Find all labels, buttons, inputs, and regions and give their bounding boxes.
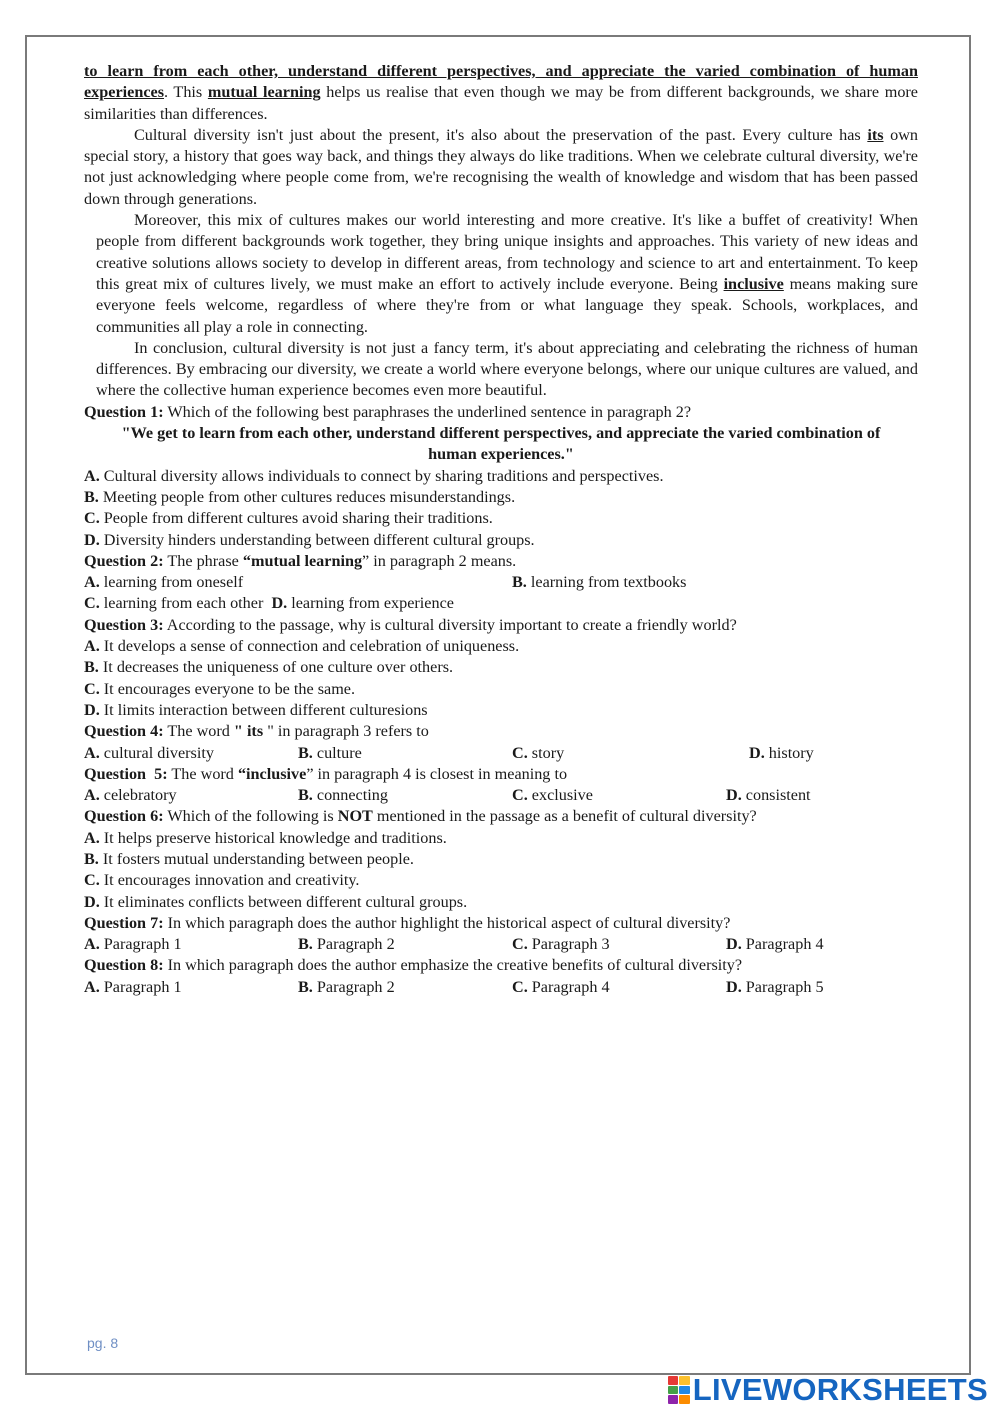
option-4b[interactable]: [298, 743, 512, 764]
option-8b[interactable]: [298, 977, 512, 998]
option-text: Paragraph 1: [99, 977, 182, 996]
text-span: means making sure everyone feels welcome, regardless of where they're from or what language they speak. Schools, workplaces, and communities all play a role in connecting.: [96, 274, 918, 336]
question-text: ” in paragraph 2 means.: [362, 551, 517, 570]
option-letter: C.: [84, 871, 100, 890]
option-text: Cultural diversity allows individuals to connect by sharing traditions and perspectives.: [99, 466, 664, 485]
option-letter: A.: [84, 935, 100, 954]
option-2c[interactable]: [84, 593, 271, 614]
options-row-4: [84, 743, 918, 764]
option-letter: B.: [298, 743, 313, 762]
option-text: Paragraph 2: [312, 935, 395, 954]
option-text: consistent: [741, 786, 811, 805]
paragraph-5: In conclusion, cultural diversity is not just a fancy term, it's about appreciating and celebrating the richness of human differences. By embracing our diversity, we create a world where everyone belongs, where our unique cultures are valued, and where the collective human experience becomes even more beautiful.: [96, 338, 918, 400]
option-text: culture: [312, 743, 362, 762]
question-text: In which paragraph does the author highlight the historical aspect of cultural diversity?: [163, 913, 731, 932]
question-label: Question 3:: [84, 615, 164, 634]
option-3a[interactable]: [84, 636, 918, 657]
option-5c[interactable]: [512, 785, 726, 806]
option-text: exclusive: [527, 786, 593, 805]
option-1a[interactable]: [84, 466, 918, 487]
option-text: It develops a sense of connection and celebration of uniqueness.: [99, 637, 520, 656]
option-letter: A.: [84, 828, 100, 847]
options-row-5: [84, 785, 918, 806]
option-letter: C.: [84, 509, 100, 528]
option-text: It encourages innovation and creativity.: [99, 871, 360, 890]
option-letter: B.: [84, 487, 99, 506]
option-1b[interactable]: [84, 487, 918, 508]
option-text: Paragraph 5: [741, 977, 824, 996]
option-8c[interactable]: [512, 977, 726, 998]
option-letter: C.: [512, 977, 528, 996]
term-its: its: [867, 125, 884, 144]
question-text: The word: [163, 722, 234, 741]
worksheet-content: [84, 61, 918, 998]
option-8a[interactable]: [84, 977, 298, 998]
option-text: It limits interaction between different culturesions: [99, 700, 428, 719]
option-text: cultural diversity: [99, 743, 214, 762]
question-6: [84, 806, 918, 827]
option-text: It encourages everyone to be the same.: [99, 679, 356, 698]
option-text: learning from experience: [287, 594, 454, 613]
option-text: Paragraph 2: [312, 977, 395, 996]
option-letter: D.: [726, 786, 742, 805]
liveworksheets-logo[interactable]: [668, 1372, 988, 1408]
option-8d[interactable]: [726, 977, 824, 998]
question-1: [84, 402, 918, 423]
option-letter: A.: [84, 466, 100, 485]
question-8: [84, 955, 918, 976]
option-text: learning from textbooks: [526, 573, 687, 592]
option-letter: C.: [84, 594, 100, 613]
option-letter: C.: [512, 935, 528, 954]
option-6c[interactable]: [84, 870, 918, 891]
option-1d[interactable]: [84, 530, 918, 551]
option-letter: D.: [84, 700, 100, 719]
options-row-7: [84, 934, 918, 955]
option-letter: D.: [749, 743, 765, 762]
option-4c[interactable]: [512, 743, 749, 764]
option-3b[interactable]: [84, 657, 918, 678]
option-1c[interactable]: [84, 508, 918, 529]
question-text: In which paragraph does the author emphasize the creative benefits of cultural diversity?: [163, 956, 743, 975]
option-6a[interactable]: [84, 828, 918, 849]
options-row-2a: [84, 572, 918, 593]
text-span: Moreover, this mix of cultures makes our world interesting and more creative. It's like a buffet of creativity! When people from different backgrounds work together, they bring unique insights and approaches. This variety of new ideas and creative solutions allows society to develop in different areas, from technology and science to art and entertainment. To keep this great mix of cultures lively, we must make an effort to actively include everyone. Being: [96, 211, 918, 293]
option-text: It decreases the uniqueness of one culture over others.: [98, 658, 454, 677]
option-2b[interactable]: [512, 572, 686, 593]
option-letter: B.: [298, 935, 313, 954]
option-text: learning from each other: [99, 594, 272, 613]
option-text: It eliminates conflicts between different cultural groups.: [99, 892, 468, 911]
question-term: NOT: [337, 807, 373, 826]
option-5b[interactable]: [298, 785, 512, 806]
option-letter: B.: [84, 849, 99, 868]
brand-name: LIVEWORKSHEETS: [692, 1372, 988, 1407]
question-label: Question 2:: [84, 551, 164, 570]
option-text: It helps preserve historical knowledge and traditions.: [99, 828, 447, 847]
question-2: [84, 551, 918, 572]
question-text: According to the passage, why is cultural diversity important to create a friendly world?: [163, 615, 737, 634]
question-text: The word: [167, 764, 238, 783]
option-text: Meeting people from other cultures reduces misunderstandings.: [98, 487, 516, 506]
paragraph-2-end: [84, 61, 918, 125]
question-5: [84, 764, 918, 785]
question-text: Which of the following is: [163, 807, 338, 826]
quoted-sentence: "We get to learn from each other, understand different perspectives, and appreciate the varied combination of human experiences.": [121, 424, 881, 464]
option-letter: B.: [298, 977, 313, 996]
paragraph-4: [84, 210, 918, 338]
option-2a[interactable]: [84, 572, 512, 593]
option-text: history: [764, 743, 814, 762]
question-label: Question 4:: [84, 722, 164, 741]
option-text: learning from oneself: [99, 573, 244, 592]
option-letter: A.: [84, 786, 100, 805]
option-text: Paragraph 4: [527, 977, 610, 996]
question-label: Question 7:: [84, 913, 164, 932]
question-term: “mutual learning: [242, 551, 363, 570]
underlined-sentence: to learn from each other, understand different perspectives, and appreciate the varied combination of human experiences: [84, 62, 918, 102]
option-text: Paragraph 4: [741, 935, 824, 954]
options-row-2b: [84, 593, 918, 614]
text-span: Cultural diversity isn't just about the present, it's also about the preservation of the past. Every culture has: [134, 125, 868, 144]
option-text: It fosters mutual understanding between people.: [98, 849, 414, 868]
question-label: Question 1:: [84, 402, 164, 421]
option-letter: B.: [84, 658, 99, 677]
text-span: own special story, a history that goes way back, and things they always do like traditions. When we celebrate cultural diversity, we're not just acknowledging where people come from, we're recognising the wealth of knowledge and wisdom that has been passed down through generations.: [84, 125, 918, 208]
option-letter: C.: [84, 679, 100, 698]
option-text: Diversity hinders understanding between different cultural groups.: [99, 530, 535, 549]
options-row-8: [84, 977, 918, 998]
option-letter: D.: [726, 977, 742, 996]
option-3d[interactable]: [84, 700, 918, 721]
option-letter: A.: [84, 637, 100, 656]
option-letter: D.: [271, 594, 288, 613]
question-text: mentioned in the passage as a benefit of cultural diversity?: [372, 807, 757, 826]
option-letter: B.: [298, 786, 313, 805]
question-text: Which of the following best paraphrases the underlined sentence in paragraph 2?: [163, 402, 692, 421]
option-7b[interactable]: [298, 934, 512, 955]
question-text: The phrase: [163, 551, 243, 570]
option-text: Paragraph 1: [99, 935, 182, 954]
question-term: " its: [233, 722, 264, 741]
option-letter: C.: [512, 743, 528, 762]
term-mutual-learning: mutual learning: [207, 83, 321, 102]
option-text: celebratory: [99, 786, 177, 805]
option-letter: D.: [726, 935, 742, 954]
paragraph-3: [84, 125, 918, 210]
text-span: helps us realise that even though we may be from different backgrounds, we share more similarities than differences.: [84, 83, 918, 123]
liveworksheets-mark-icon: [668, 1376, 690, 1404]
option-text: story: [527, 743, 565, 762]
reading-passage: [84, 61, 918, 402]
question-text: " in paragraph 3 refers to: [263, 722, 429, 741]
option-6b[interactable]: [84, 849, 918, 870]
option-letter: A.: [84, 743, 100, 762]
term-inclusive: inclusive: [723, 274, 784, 293]
question-text: ” in paragraph 4 is closest in meaning to: [306, 764, 568, 783]
question-label: Question 6:: [84, 807, 164, 826]
question-7: [84, 913, 918, 934]
page-number: pg. 8: [87, 1335, 119, 1351]
question-3: [84, 615, 918, 636]
option-4d[interactable]: [749, 743, 814, 764]
option-6d[interactable]: [84, 892, 918, 913]
option-4a[interactable]: [84, 743, 298, 764]
option-2d[interactable]: [271, 593, 454, 614]
option-letter: A.: [84, 573, 100, 592]
option-5a[interactable]: [84, 785, 298, 806]
option-text: Paragraph 3: [527, 935, 610, 954]
option-text: People from different cultures avoid sharing their traditions.: [99, 509, 493, 528]
question-term: “inclusive: [237, 764, 307, 783]
option-letter: C.: [512, 786, 528, 805]
option-letter: D.: [84, 892, 100, 911]
question-label: Question 8:: [84, 956, 164, 975]
option-letter: D.: [84, 530, 100, 549]
question-label: Question 5:: [84, 764, 168, 783]
option-letter: B.: [512, 573, 527, 592]
option-7d[interactable]: [726, 934, 824, 955]
option-5d[interactable]: [726, 785, 811, 806]
option-3c[interactable]: [84, 679, 918, 700]
text-span: . This: [164, 83, 208, 102]
question-4: [84, 721, 918, 742]
option-text: connecting: [312, 786, 388, 805]
option-7a[interactable]: [84, 934, 298, 955]
option-7c[interactable]: [512, 934, 726, 955]
option-letter: A.: [84, 977, 100, 996]
